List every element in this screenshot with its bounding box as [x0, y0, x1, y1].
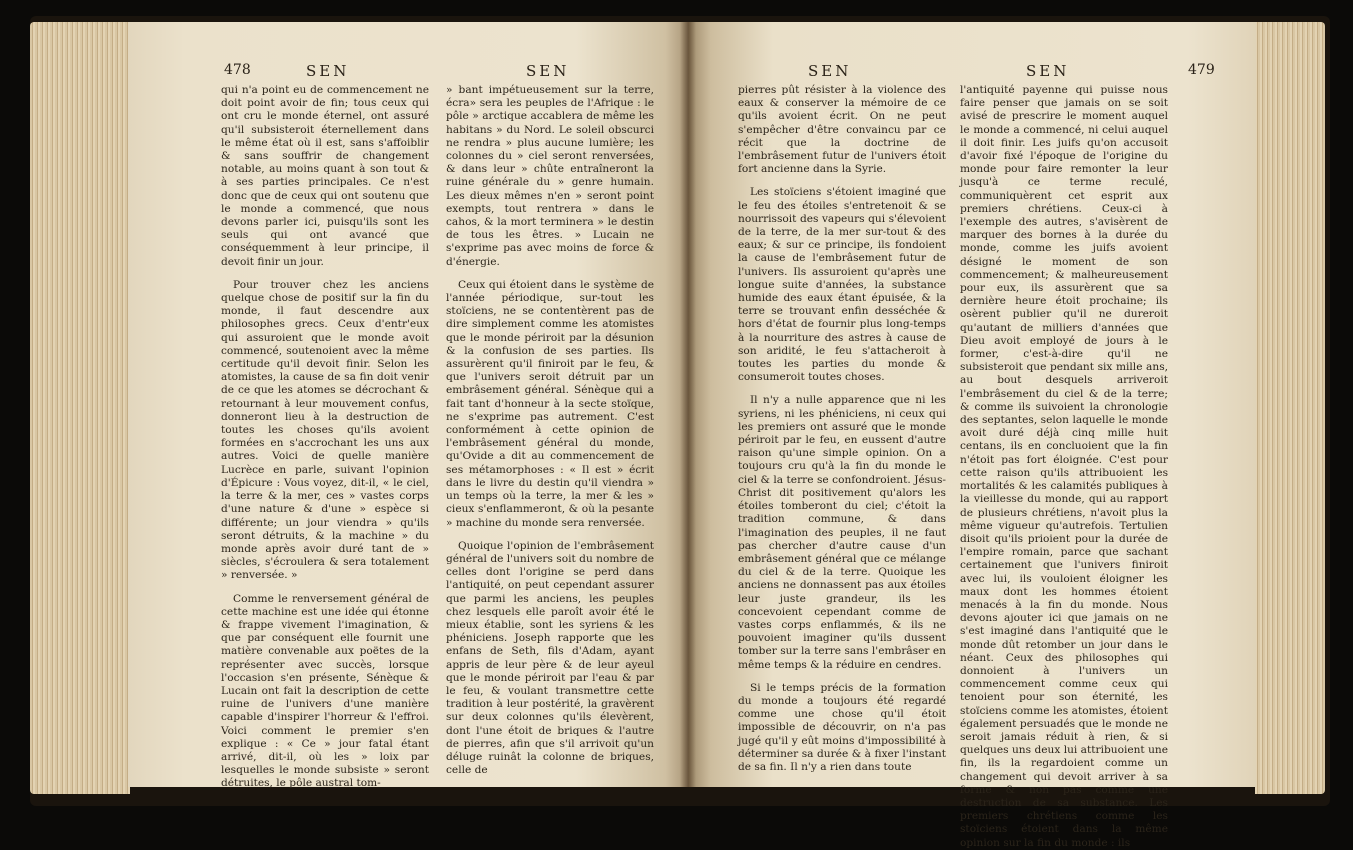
book-gutter [680, 22, 696, 787]
paragraph: Si le temps précis de la formation du monde a toujours été regardé comme une chose qu'il étoit impossible de découvrir, on n'a pas jugé qu'il y eût moins d'impossibilité à déterminer sa durée & à fixer l'instant de sa fin. Il n'y a rien dans toute [738, 681, 946, 773]
right-column-1 [738, 84, 946, 773]
right-running-header [808, 62, 1248, 86]
left-column-2 [446, 84, 654, 777]
paragraph: Pour trouver chez les anciens quelque chose de positif sur la fin du monde, il faut descendre aux philosophes grecs. Ceux d'entr'eux qui assuroient que le monde avoit commencé, soutenoient avec la même certitude qu'il devoit finir. Selon les atomistes, la cause de sa fin doit venir de ce que les atomes se décrochant & retournant à leur mouvement confus, donneront lieu à la destruction de toutes les choses qu'ils avoient formées en s'accrochant les uns aux autres. Voici de quelle manière Lucrèce en parle, suivant l'opinion d'Épicure : Vous voyez, dit-il, « le ciel, la terre & la mer, ces » vastes corps d'une nature & d'une » espèce si différente; un jour viendra » qu'ils seront détruits, & la machine » du monde après avoir duré tant de » siècles, s'écroulera & sera totalement » renversée. » [221, 278, 429, 582]
paragraph: Comme le renversement général de cette machine est une idée qui étonne & frappe vivement l'imagination, & que par conséquent elle fournit une matière convenable aux poëtes de la représenter avec succès, lorsque l'occasion s'en présente, Sénèque & Lucain ont fait la description de cette ruine de l'univers d'une manière capable d'inspirer l'horreur & l'effroi. Voici comment le premier s'en explique : « Ce » jour fatal étant arrivé, dit-il, où les » loix par lesquelles le monde subsiste » seront détruites, le pôle austral tom- [221, 592, 429, 790]
left-page-number: 478 [224, 62, 251, 78]
left-running-header [224, 62, 674, 86]
paragraph: Il n'y a nulle apparence que ni les syriens, ni les phéniciens, ni ceux qui les premiers ont assuré que le monde périroit par le feu, en eussent d'autre raison qu'une simple opinion. On a toujours cru qu'à la fin du monde le ciel & la terre se confondroient. Jésus-Christ dit positivement qu'alors les étoiles tomberont du ciel; c'étoit la tradition commune, & dans l'imagination des peuples, il ne faut pas chercher d'autre cause d'un embrâsement général que ce mélange du ciel & de la terre. Quoique les anciens ne donnassent pas aux étoiles leur juste grandeur, ils les concevoient cependant comme de vastes corps enflammés, & ils ne pouvoient imaginer qu'ils dussent tomber sur la terre sans l'embrâser en même temps & la réduire en cendres. [738, 394, 946, 671]
right-header-sen-2: SEN [1026, 62, 1070, 80]
left-column-1 [221, 84, 429, 790]
paragraph: » bant impétueusement sur la terre, écra» sera les peuples de l'Afrique : le pôle » arctique accablera de même les habitans » du Nord. Le soleil obscurci ne rendra » plus aucune lumière; les colonnes du » ciel seront renversées, & dans leur » chûte entraîneront la ruine générale du » genre humain. Les dieux mêmes n'en » seront point exempts, tout rentrera » dans le cahos, & la mort terminera » le destin de tous les êtres. » Lucain ne s'exprime pas avec moins de force & d'énergie. [446, 84, 654, 268]
paragraph: Quoique l'opinion de l'embrâsement général de l'univers soit du nombre de celles dont l'origine se perd dans l'antiquité, on peut cependant assurer que parmi les anciens, les peuples chez lesquels elle paroît avoir été le mieux établie, sont les syriens & les phéniciens. Joseph rapporte que les enfans de Seth, fils d'Adam, ayant appris de leur père & de leur ayeul que le monde périroit par l'eau & par le feu, & voulant transmettre cette tradition à leur postérité, la gravèrent sur deux colonnes qu'ils élevèrent, dont l'une étoit de briques & l'autre de pierres, afin que s'il arrivoit qu'un déluge ruinât la colonne de briques, celle de [446, 539, 654, 777]
right-column-2 [960, 84, 1168, 849]
right-page-edges [1255, 22, 1325, 794]
paragraph: l'antiquité payenne qui puisse nous faire penser que jamais on se soit avisé de prescrire le moment auquel le monde a commencé, ni celui auquel il doit finir. Les juifs qu'on accusoit d'avoir fixé l'époque de l'origine du monde pour faire remonter la leur jusqu'à ce terme reculé, communiquèrent cet esprit aux premiers chrétiens. Ceux-ci à l'exemple des autres, s'avisèrent de marquer des bornes à la durée du monde, comme les juifs avoient désigné le moment de son commencement; & malheureusement pour eux, ils assurèrent que sa dernière heure étoit prochaine; ils osèrent publier qu'il ne dureroit qu'autant de milliers d'années que Dieu avoit employé de jours à le former, c'est-à-dire qu'il ne subsisteroit que pendant six mille ans, au bout desquels arriveroit l'embrâsement du ciel & de la terre; & comme ils suivoient la chronologie des septantes, selon laquelle le monde avoit duré déjà cinq mille huit centans, ils en concluoient que la fin n'étoit pas fort éloignée. C'est pour cette raison qu'ils attribuoient les mortalités & les calamités publiques à la vieillesse du monde, qui au rapport de plusieurs chrétiens, n'avoit plus la même vigueur qu'autrefois. Tertulien disoit qu'ils prioient pour la durée de l'empire romain, parce que sachant certainement que l'univers finiroit avec lui, ils vouloient éloigner les maux dont les hommes étoient menacés à la fin du monde. Nous devons ajouter ici que jamais on ne s'est imaginé dans l'antiquité que le monde dût retomber un jour dans le néant. Ceux des philosophes qui donnoient à l'univers un commencement comme ceux qui tenoient pour son éternité, les stoïciens comme les atomistes, étoient également persuadés que le monde ne seroit jamais réduit à rien, & si quelques uns deux lui attribuoient une fin, ils la regardoient comme un changement qui devoit arriver à sa forme & non pas comme une destruction de sa substance. Les premiers chrétiens comme les stoïciens étoient dans la même opinion sur la fin du monde : ils [960, 84, 1168, 849]
paragraph: Les stoïciens s'étoient imaginé que le feu des étoiles s'entretenoit & se nourrissoit des vapeurs qui s'élevoient de la terre, de la mer sur-tout & des eaux; & sur ce principe, ils fondoient la cause de l'embrâsement futur de l'univers. Ils assuroient qu'après une longue suite d'années, la substance humide des eaux étant épuisée, & la terre se trouvant enfin desséchée & hors d'état de fournir plus long-temps à la nourriture des astres à cause de son aridité, le feu s'attacheroit à toutes les parties du monde & consumeroit toutes choses. [738, 186, 946, 384]
right-page [688, 22, 1256, 849]
left-header-sen-1: SEN [306, 62, 350, 80]
left-header-sen-2: SEN [526, 62, 570, 80]
paragraph: Ceux qui étoient dans le système de l'année périodique, sur-tout les stoïciens, ne se contentèrent pas de dire simplement comme les atomistes que le monde périroit par la désunion & la confusion de ses parties. Ils assurèrent qu'il finiroit par le feu, & que l'univers seroit détruit par un embrâsement général. Sénèque qui a fait tant d'honneur à la secte stoïque, ne s'exprime pas autrement. C'est conformément à cette opinion de l'embrâsement général du monde, qu'Ovide a dit au commencement de ses métamorphoses : « Il est » écrit dans le livre du destin qu'il viendra » un temps où la terre, la mer & les » cieux s'enflammeront, & où la pesante » machine du monde sera renversée. [446, 278, 654, 529]
right-header-sen-1: SEN [808, 62, 852, 80]
left-page-edges [30, 22, 130, 794]
paragraph: pierres pût résister à la violence des eaux & conserver la mémoire de ce qu'ils avoient écrit. On ne peut s'empêcher d'être convaincu par ce récit que la doctrine de l'embrâsement futur de l'univers étoit fort ancienne dans la Syrie. [738, 84, 946, 176]
left-page [128, 22, 688, 790]
paragraph: qui n'a point eu de commencement ne doit point avoir de fin; tous ceux qui ont cru le monde éternel, ont assuré qu'il subsisteroit éternellement dans le même état où il est, sans s'affoiblir & sans souffrir de changement notable, au moins quant à son tout & à ses parties principales. Ce n'est donc que de ceux qui ont soutenu que le monde a commencé, que nous devons parler ici, puisqu'ils sont les seuls qui ont avancé que conséquemment à leur principe, il devoit finir un jour. [221, 84, 429, 268]
right-page-number: 479 [1188, 62, 1215, 78]
